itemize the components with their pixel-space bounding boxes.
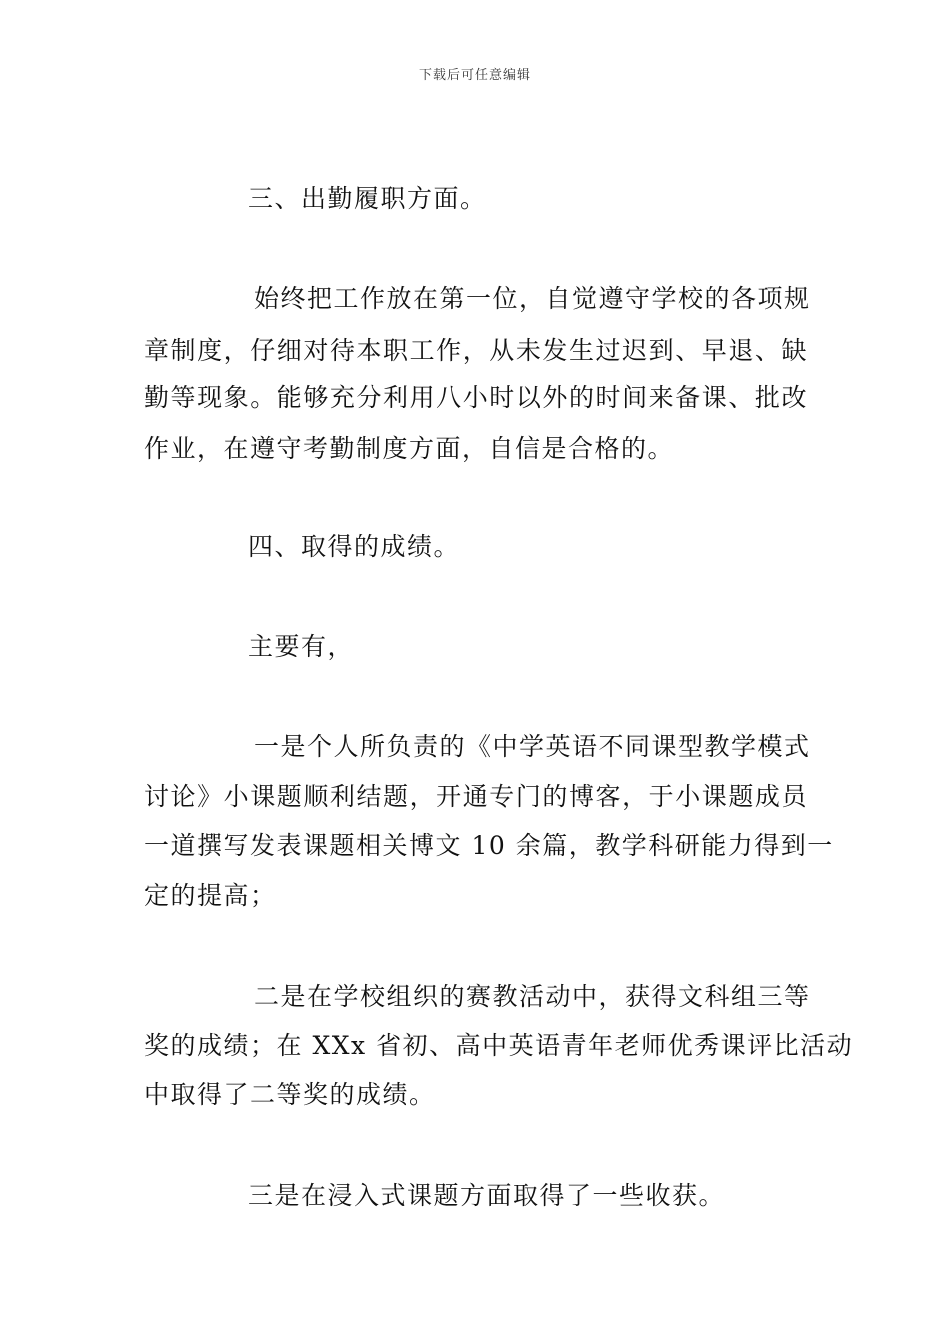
section-intro: 主要有，: [248, 632, 355, 661]
paragraph-line: 中取得了二等奖的成绩。: [144, 1080, 436, 1109]
paragraph-line: 二是在学校组织的赛教活动中，获得文科组三等: [254, 982, 811, 1011]
section-heading-achievements: 四、取得的成绩。: [248, 532, 461, 561]
paragraph-line: 一是个人所负责的《中学英语不同课型教学模式: [254, 732, 811, 761]
paragraph-line: 定的提高；: [144, 881, 277, 910]
paragraph-line: 勤等现象。能够充分利用八小时以外的时间来备课、批改: [144, 383, 808, 412]
paragraph-line: 奖的成绩；在 XXx 省初、高中英语青年老师优秀课评比活动: [144, 1031, 854, 1060]
section-heading-attendance: 三、出勤履职方面。: [248, 184, 487, 213]
paragraph-line: 一道撰写发表课题相关博文 10 余篇，教学科研能力得到一: [144, 831, 834, 860]
paragraph-line: 讨论》小课题顺利结题，开通专门的博客，于小课题成员: [144, 782, 808, 811]
paragraph-line: 作业，在遵守考勤制度方面，自信是合格的。: [144, 434, 675, 463]
paragraph-line: 始终把工作放在第一位，自觉遵守学校的各项规: [254, 284, 811, 313]
paragraph-line: 三是在浸入式课题方面取得了一些收获。: [248, 1181, 726, 1210]
page-header: 下载后可任意编辑: [418, 68, 531, 83]
paragraph-line: 章制度，仔细对待本职工作，从未发生过迟到、早退、缺: [144, 336, 808, 365]
